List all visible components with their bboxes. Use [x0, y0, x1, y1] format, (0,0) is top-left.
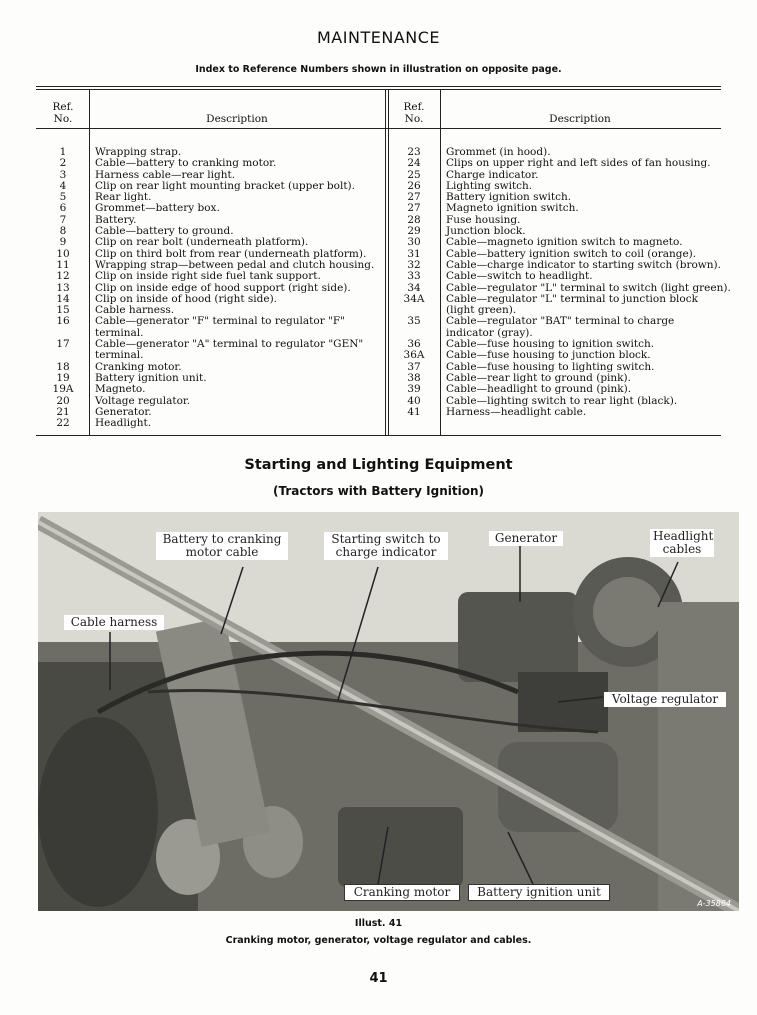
reference-description: Wrapping strap.	[95, 146, 182, 158]
section-title: Starting and Lighting Equipment	[244, 457, 513, 473]
reference-description: Cable—fuse housing to junction block.	[446, 349, 651, 362]
reference-number: 36A	[403, 349, 425, 362]
reference-row	[388, 271, 718, 282]
reference-number: 22	[56, 417, 70, 430]
callout-generator: Generator	[489, 531, 563, 546]
table-divider	[385, 90, 386, 435]
description-header-right: Description	[549, 113, 611, 125]
reference-number: 14	[56, 292, 70, 305]
reference-description: Grommet (in hood).	[446, 146, 551, 158]
reference-description: Clip on rear light mounting bracket (upper bolt).	[95, 179, 355, 192]
reference-row	[388, 294, 718, 317]
reference-row	[37, 158, 383, 169]
reference-number: 20	[56, 394, 70, 407]
illustration-number: Illust. 41	[354, 918, 403, 929]
reference-description: Clip on inside right side fuel tank support.	[95, 270, 321, 283]
reference-description: Clip on inside of hood (right side).	[95, 292, 278, 305]
reference-number: 1	[59, 146, 67, 158]
reference-description: Cable—charge indicator to starting switch (brown).	[446, 258, 721, 271]
callout-voltage-regulator: Voltage regulator	[604, 692, 726, 707]
reference-number: 34	[407, 281, 421, 294]
reference-description: Cable—regulator "L" terminal to switch (light green).	[446, 281, 731, 294]
reference-description: Cable—battery ignition switch to coil (orange).	[446, 247, 697, 260]
reference-number: 25	[407, 168, 421, 181]
reference-row	[37, 362, 383, 373]
reference-description: Grommet—battery box.	[95, 202, 220, 215]
reference-number: 23	[407, 146, 421, 158]
reference-number: 27	[407, 191, 421, 204]
reference-list-right	[388, 146, 731, 418]
reference-description: Junction block.	[446, 225, 526, 238]
reference-description: Clip on rear bolt (underneath platform).	[95, 236, 309, 249]
reference-description: Harness cable—rear light.	[95, 168, 236, 181]
reference-number: 38	[407, 371, 421, 384]
callout-cranking-motor: Cranking motor	[344, 884, 460, 901]
reference-description: Cable—rear light to ground (pink).	[446, 371, 631, 384]
reference-description: Generator.	[95, 405, 152, 418]
reference-row	[388, 316, 718, 339]
illustration-caption: Cranking motor, generator, voltage regulator and cables.	[225, 935, 532, 946]
reference-description: Cable—switch to headlight.	[446, 270, 593, 283]
callout-cable-harness: Cable harness	[64, 615, 164, 630]
reference-description: Cable—battery to ground.	[95, 225, 234, 238]
reference-description: Cable harness.	[95, 304, 175, 317]
reference-number: 36	[407, 338, 421, 351]
reference-number: 12	[56, 270, 70, 283]
reference-row	[37, 237, 383, 248]
reference-row	[37, 396, 383, 407]
reference-row	[388, 203, 718, 214]
reference-description: Fuse housing.	[446, 213, 521, 226]
reference-row	[37, 316, 383, 339]
reference-description: Magneto.	[95, 383, 146, 396]
reference-number: 29	[407, 225, 421, 238]
reference-description: Clip on inside edge of hood support (right side).	[95, 281, 351, 294]
page-subtitle: Index to Reference Numbers shown in illustration on opposite page.	[195, 64, 562, 75]
reference-number: 3	[59, 168, 67, 181]
reference-description: Cable—regulator "BAT" terminal to charge indicator (gray).	[446, 315, 675, 339]
reference-description: Lighting switch.	[446, 179, 533, 192]
reference-number: 31	[407, 247, 421, 260]
reference-row	[37, 181, 383, 192]
reference-number: 35	[407, 315, 421, 328]
photo-id: A-35864	[697, 899, 731, 908]
reference-number: 32	[407, 258, 421, 271]
reference-row	[37, 384, 383, 395]
reference-number: 15	[56, 304, 70, 317]
reference-number: 39	[407, 383, 421, 396]
page-number: 41	[369, 971, 388, 986]
reference-description: Clip on third bolt from rear (underneath platform).	[95, 247, 367, 260]
reference-row	[37, 294, 383, 305]
reference-description: Harness—headlight cable.	[446, 405, 587, 418]
table-bottom-rule	[36, 435, 721, 436]
reference-number: 24	[407, 157, 421, 170]
description-header-left: Description	[206, 113, 268, 125]
reference-number: 2	[59, 157, 67, 170]
callout-battery-ignition: Battery ignition unit	[468, 884, 610, 901]
reference-number: 19	[56, 371, 70, 384]
reference-number: 9	[59, 236, 67, 249]
reference-row	[388, 237, 718, 248]
reference-number: 13	[56, 281, 70, 294]
reference-description: Battery.	[95, 213, 137, 226]
reference-number: 26	[407, 179, 421, 192]
reference-description: Cable—fuse housing to ignition switch.	[446, 338, 655, 351]
ref-header-right: Ref. No.	[403, 101, 425, 125]
reference-description: Cable—headlight to ground (pink).	[446, 383, 632, 396]
reference-number: 7	[59, 213, 67, 226]
reference-number: 16	[56, 315, 70, 328]
table-top-rule	[36, 86, 721, 87]
reference-description: Magneto ignition switch.	[446, 202, 579, 215]
page-title: MAINTENANCE	[317, 28, 440, 47]
reference-number: 40	[407, 394, 421, 407]
reference-number: 5	[59, 191, 67, 204]
reference-row	[37, 271, 383, 282]
reference-description: Cable—generator "A" terminal to regulator "GEN" terminal.	[95, 338, 364, 362]
reference-description: Cable—regulator "L" terminal to junction block (light green).	[446, 292, 698, 317]
reference-row	[388, 215, 718, 226]
reference-number: 33	[407, 270, 421, 283]
reference-row	[388, 158, 718, 169]
reference-row	[37, 418, 383, 429]
reference-description: Cable—magneto ignition switch to magneto.	[446, 236, 683, 249]
reference-number: 30	[407, 236, 421, 249]
reference-number: 19A	[52, 383, 74, 396]
reference-description: Wrapping strap—between pedal and clutch housing.	[95, 258, 375, 271]
reference-number: 17	[56, 338, 70, 351]
reference-row	[388, 384, 718, 395]
reference-description: Cable—fuse housing to lighting switch.	[446, 360, 655, 373]
reference-number: 27	[407, 202, 421, 215]
reference-row	[37, 339, 383, 362]
reference-row	[388, 407, 718, 418]
reference-description: Headlight.	[95, 417, 152, 430]
reference-number: 6	[59, 202, 67, 215]
reference-row	[37, 407, 383, 418]
reference-number: 4	[59, 179, 67, 192]
reference-description: Charge indicator.	[446, 168, 539, 181]
engine-photo	[38, 512, 739, 911]
reference-number: 34A	[403, 292, 425, 305]
reference-number: 37	[407, 360, 421, 373]
reference-description: Cable—generator "F" terminal to regulator "F" terminal.	[95, 315, 346, 339]
reference-number: 11	[56, 258, 70, 271]
reference-description: Voltage regulator.	[95, 394, 191, 407]
reference-description: Cable—battery to cranking motor.	[95, 157, 277, 170]
reference-number: 28	[407, 213, 421, 226]
callout-headlight-cables: Headlight cables	[650, 529, 714, 557]
ref-header-left: Ref. No.	[52, 101, 74, 125]
reference-number: 18	[56, 360, 70, 373]
reference-number: 10	[56, 247, 70, 260]
reference-number: 41	[407, 405, 421, 418]
reference-number: 21	[56, 405, 70, 418]
reference-row	[388, 170, 718, 181]
reference-description: Battery ignition unit.	[95, 371, 207, 384]
reference-description: Cable—lighting switch to rear light (black).	[446, 394, 678, 407]
section-subtitle: (Tractors with Battery Ignition)	[273, 484, 484, 498]
reference-row	[37, 373, 383, 384]
table-header-rule	[36, 128, 721, 129]
reference-number: 8	[59, 225, 67, 238]
callout-battery-cable: Battery to cranking motor cable	[156, 532, 288, 560]
reference-description: Clips on upper right and left sides of fan housing.	[446, 157, 711, 170]
reference-description: Battery ignition switch.	[446, 191, 572, 204]
reference-description: Cranking motor.	[95, 360, 182, 373]
reference-row	[37, 203, 383, 214]
reference-row	[388, 350, 718, 361]
table-top-rule-2	[36, 89, 721, 90]
callout-starting-switch: Starting switch to charge indicator	[324, 532, 448, 560]
reference-list-left	[37, 147, 383, 429]
reference-description: Rear light.	[95, 191, 152, 204]
